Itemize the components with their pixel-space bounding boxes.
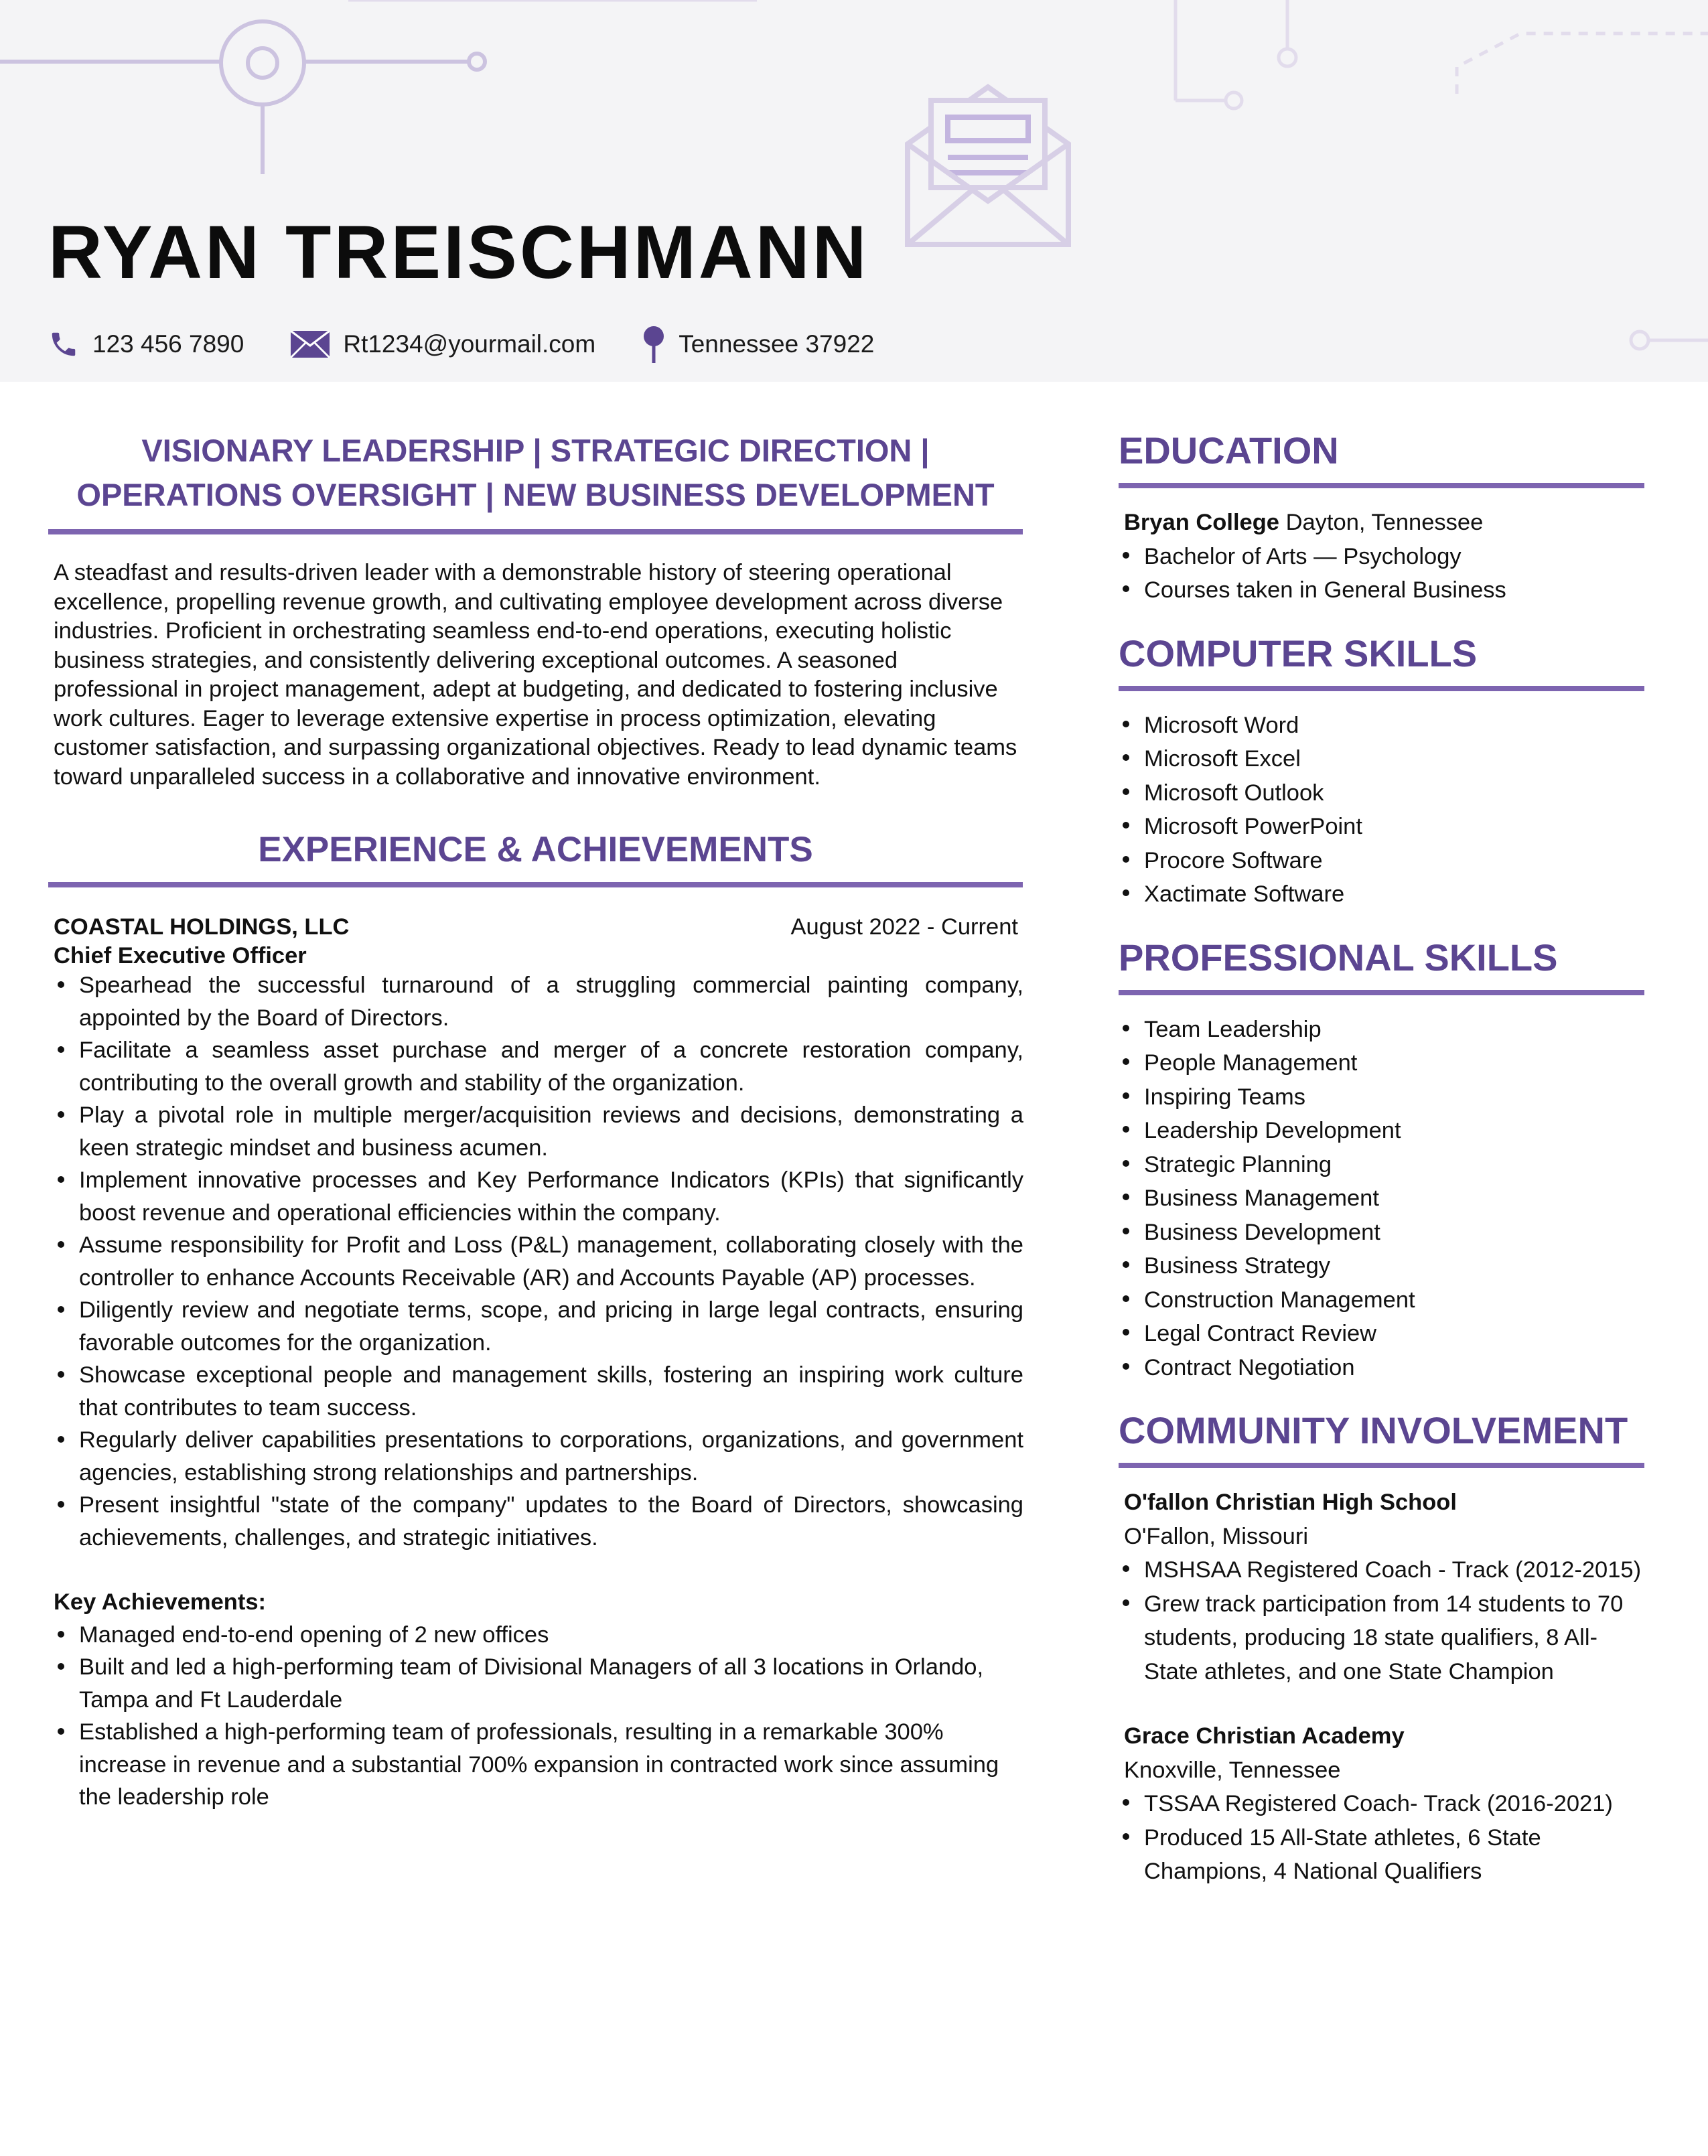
left-column (48, 429, 1023, 1814)
mail-icon (291, 331, 330, 358)
contact-location (642, 326, 874, 363)
education-school-line (1119, 506, 1644, 540)
achievement-item: Built and led a high-performing team of Divisional Managers of all 3 locations in Orlando, Tampa and Ft Lauderdale (54, 1651, 1023, 1716)
org-item: Grew track participation from 14 students to 70 students, producing 18 state qualifiers, 8 All-State athletes, and one State Champion (1119, 1587, 1644, 1689)
job-bullet: Spearhead the successful turnaround of a struggling commercial painting company, appointed by the Board of Directors. (54, 969, 1023, 1034)
skill-item: Business Development (1119, 1216, 1644, 1250)
education-item: Bachelor of Arts — Psychology (1119, 540, 1644, 574)
skill-item: Construction Management (1119, 1283, 1644, 1317)
job-bullet: Play a pivotal role in multiple merger/acquisition reviews and decisions, demonstrating a keen strategic mindset and business acumen. (54, 1099, 1023, 1164)
phone-text: 123 456 7890 (92, 330, 244, 358)
org-list (1119, 1787, 1644, 1889)
job-bullets (54, 969, 1023, 1554)
right-column (1119, 429, 1644, 1889)
job-role: Chief Executive Officer (54, 943, 307, 968)
experience-rule (48, 882, 1023, 887)
achievement-item: Established a high-performing team of professionals, resulting in a remarkable 300% increase in revenue and a substantial 700% expansion in contracted work since assuming the leadership role (54, 1716, 1023, 1814)
achievement-item: Managed end-to-end opening of 2 new offices (54, 1619, 1023, 1652)
org-name: Grace Christian Academy (1124, 1723, 1405, 1749)
headline (48, 429, 1023, 517)
envelope-icon (908, 87, 1068, 244)
job-dates: August 2022 - Current (790, 914, 1018, 940)
professional-skills-title: PROFESSIONAL SKILLS (1119, 936, 1558, 979)
job-entry (48, 914, 1023, 1554)
education-title: EDUCATION (1119, 429, 1339, 472)
company-name: COASTAL HOLDINGS, LLC (54, 914, 350, 940)
org-item: Produced 15 All-State athletes, 6 State Champions, 4 National Qualifiers (1119, 1821, 1644, 1889)
header-decoration (0, 0, 1708, 382)
job-bullet: Diligently review and negotiate terms, scope, and pricing in large legal contracts, ensuring favorable outcomes for the organization. (54, 1294, 1023, 1359)
job-header (54, 914, 1018, 940)
job-bullet: Assume responsibility for Profit and Loss (P&L) management, collaborating closely with the controller to enhance Accounts Receivable (AR) and Accounts Payable (AP) processes. (54, 1229, 1023, 1294)
job-bullet: Implement innovative processes and Key Performance Indicators (KPIs) that significantly boost revenue and operational efficiencies within the company. (54, 1164, 1023, 1229)
skill-item: Inspiring Teams (1119, 1080, 1644, 1115)
skill-item: Business Management (1119, 1181, 1644, 1216)
skill-item: Microsoft PowerPoint (1119, 810, 1644, 844)
contact-email (291, 330, 595, 358)
contact-phone (48, 329, 244, 360)
computer-skills-title: COMPUTER SKILLS (1119, 632, 1478, 674)
summary: A steadfast and results-driven leader with a demonstrable history of steering operational excellence, propelling revenue growth, and cultivating employee development across diverse industries. Proficient in orchestrating seamless end-to-end operations, executing holistic business strategies, and consistently delivering exceptional outcomes. A seasoned professional in project management, adept at budgeting, and dedicated to fostering inclusive work cultures. Eager to leverage extensive expertise in process optimization, elevating customer satisfaction, and surpassing organizational objectives. Ready to lead dynamic teams toward unparalleled success in a collaborative and innovative environment. (54, 560, 1017, 790)
education-item: Courses taken in General Business (1119, 573, 1644, 607)
org-place: Knoxville, Tennessee (1124, 1757, 1341, 1783)
job-bullet: Showcase exceptional people and management skills, fostering an inspiring work culture that contributes to team success. (54, 1359, 1023, 1424)
org-list (1119, 1553, 1644, 1688)
skill-item: Xactimate Software (1119, 877, 1644, 912)
skill-item: Leadership Development (1119, 1114, 1644, 1148)
skill-item: Team Leadership (1119, 1013, 1644, 1047)
school-name: Bryan College (1124, 510, 1279, 535)
org-place: O'Fallon, Missouri (1124, 1523, 1308, 1549)
job-bullet: Regularly deliver capabilities presentations to corporations, organizations, and government agencies, establishing strong relationships and partnerships. (54, 1424, 1023, 1489)
email-text: Rt1234@yourmail.com (343, 330, 596, 358)
education-list (1119, 540, 1644, 607)
professional-skills-list (1119, 1013, 1644, 1385)
headline-line-1: VISIONARY LEADERSHIP | STRATEGIC DIRECTION | (141, 433, 930, 468)
org-name: O'fallon Christian High School (1124, 1490, 1457, 1515)
headline-line-2: OPERATIONS OVERSIGHT | NEW BUSINESS DEVELOPMENT (76, 477, 995, 512)
location-pin-icon (642, 326, 665, 363)
community-rule (1119, 1463, 1644, 1468)
skill-item: People Management (1119, 1046, 1644, 1080)
location-text: Tennessee 37922 (679, 330, 875, 358)
key-achievements-title: Key Achievements: (54, 1589, 267, 1615)
professional-skills-rule (1119, 990, 1644, 995)
job-bullet: Facilitate a seamless asset purchase and merger of a concrete restoration company, contributing to the overall growth and stability of the organization. (54, 1034, 1023, 1099)
skill-item: Microsoft Word (1119, 709, 1644, 743)
org-item: TSSAA Registered Coach- Track (2016-2021) (1119, 1787, 1644, 1821)
skill-item: Procore Software (1119, 844, 1644, 878)
community-org (1119, 1486, 1644, 1688)
school-place: Dayton, Tennessee (1279, 510, 1484, 535)
candidate-name: RYAN TREISCHMANN (48, 210, 869, 294)
computer-skills-rule (1119, 686, 1644, 691)
key-achievements-list (48, 1619, 1023, 1814)
computer-skills-list (1119, 709, 1644, 912)
skill-item: Strategic Planning (1119, 1148, 1644, 1182)
org-item: MSHSAA Registered Coach - Track (2012-2015) (1119, 1553, 1644, 1587)
skill-item: Business Strategy (1119, 1249, 1644, 1283)
contact-bar (48, 326, 921, 363)
skill-item: Microsoft Excel (1119, 742, 1644, 776)
community-org (1119, 1719, 1644, 1889)
skill-item: Legal Contract Review (1119, 1317, 1644, 1351)
job-bullet: Present insightful "state of the company" updates to the Board of Directors, showcasing achievements, challenges, and strategic initiatives. (54, 1489, 1023, 1554)
skill-item: Microsoft Outlook (1119, 776, 1644, 810)
headline-rule (48, 529, 1023, 534)
phone-icon (48, 329, 79, 360)
community-title: COMMUNITY INVOLVEMENT (1119, 1409, 1628, 1451)
experience-title: EXPERIENCE & ACHIEVEMENTS (258, 830, 813, 869)
education-rule (1119, 483, 1644, 488)
skill-item: Contract Negotiation (1119, 1351, 1644, 1385)
